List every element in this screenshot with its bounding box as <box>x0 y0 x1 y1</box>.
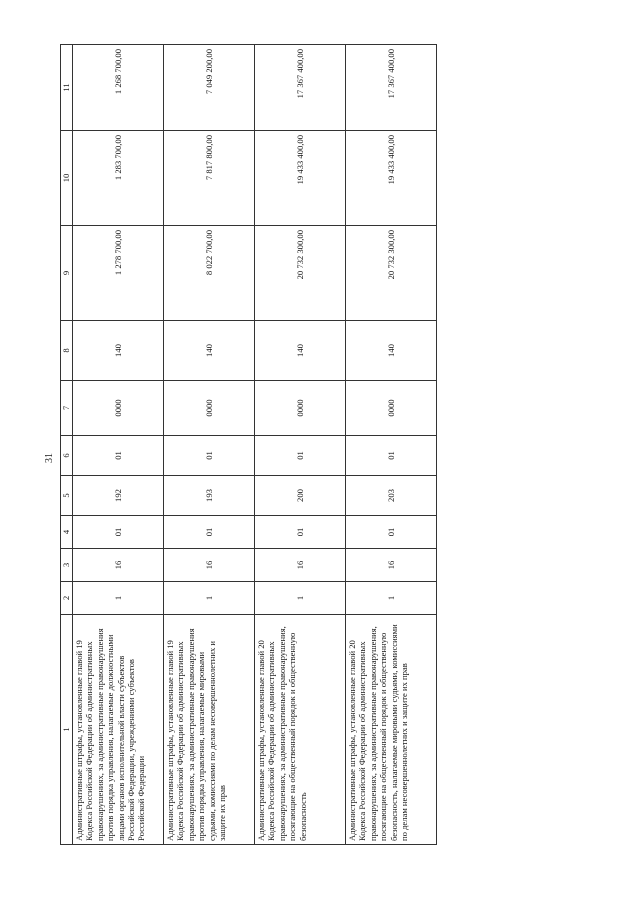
code-cell: 16 <box>255 549 346 582</box>
code-cell: 140 <box>73 321 164 381</box>
code-cell: 200 <box>255 476 346 516</box>
code-cell: 1 <box>164 582 255 615</box>
code-cell: 16 <box>346 549 437 582</box>
code-cell: 01 <box>73 516 164 549</box>
amount-cell: 17 367 400,00 <box>255 45 346 131</box>
header-cell: 4 <box>61 516 73 549</box>
code-cell: 1 <box>346 582 437 615</box>
rotated-page-content <box>60 45 460 845</box>
header-row <box>61 45 73 845</box>
header-cell: 8 <box>61 321 73 381</box>
amount-cell: 1 283 700,00 <box>73 131 164 226</box>
header-cell: 5 <box>61 476 73 516</box>
code-cell: 01 <box>346 516 437 549</box>
code-cell: 01 <box>346 436 437 476</box>
code-cell: 193 <box>164 476 255 516</box>
table-row <box>346 45 437 845</box>
code-cell: 203 <box>346 476 437 516</box>
description-cell: Административные штрафы, установленные главой 19 Кодекса Российской Федерации об административных правонарушениях, за административные правонарушения против порядка управления, налагаемые должностными лицами органов исполнительной власти субъектов Российской Федерации, учреждениями субъектов Российской Федерации <box>73 615 164 845</box>
header-cell: 9 <box>61 226 73 321</box>
code-cell: 01 <box>164 436 255 476</box>
code-cell: 0000 <box>73 381 164 436</box>
code-cell: 01 <box>255 436 346 476</box>
code-cell: 192 <box>73 476 164 516</box>
code-cell: 16 <box>73 549 164 582</box>
code-cell: 140 <box>255 321 346 381</box>
table-container <box>60 45 460 845</box>
amount-cell: 7 817 800,00 <box>164 131 255 226</box>
amount-cell: 20 732 300,00 <box>255 226 346 321</box>
amount-cell: 20 732 300,00 <box>346 226 437 321</box>
amount-cell: 19 433 400,00 <box>255 131 346 226</box>
table-row <box>255 45 346 845</box>
header-cell: 11 <box>61 45 73 131</box>
header-cell: 2 <box>61 582 73 615</box>
table-row <box>164 45 255 845</box>
code-cell: 01 <box>73 436 164 476</box>
code-cell: 1 <box>73 582 164 615</box>
code-cell: 140 <box>346 321 437 381</box>
header-cell: 1 <box>61 615 73 845</box>
header-cell: 10 <box>61 131 73 226</box>
code-cell: 0000 <box>164 381 255 436</box>
description-cell: Административные штрафы, установленные главой 20 Кодекса Российской Федерации об административных правонарушениях, за административные правонарушения, посягающие на общественный порядок и общественную безопасность, налагаемые мировыми судьями, комиссиями по делам несовершеннолетних и защите их прав <box>346 615 437 845</box>
table-row <box>73 45 164 845</box>
code-cell: 0000 <box>346 381 437 436</box>
header-cell: 7 <box>61 381 73 436</box>
code-cell: 01 <box>255 516 346 549</box>
description-cell: Административные штрафы, установленные главой 19 Кодекса Российской Федерации об административных правонарушениях, за административные правонарушения против порядка управления, налагаемые мировыми судьями, комиссиями по делам несовершеннолетних и защите их прав <box>164 615 255 845</box>
page-number: 31 <box>44 453 55 463</box>
code-cell: 01 <box>164 516 255 549</box>
code-cell: 1 <box>255 582 346 615</box>
amount-cell: 8 022 700,00 <box>164 226 255 321</box>
revenue-table <box>60 44 437 845</box>
code-cell: 0000 <box>255 381 346 436</box>
code-cell: 16 <box>164 549 255 582</box>
amount-cell: 17 367 400,00 <box>346 45 437 131</box>
description-cell: Административные штрафы, установленные главой 20 Кодекса Российской Федерации об административных правонарушениях, за административные правонарушения, посягающие на общественный порядок и общественную безопасность <box>255 615 346 845</box>
amount-cell: 1 278 700,00 <box>73 226 164 321</box>
header-cell: 6 <box>61 436 73 476</box>
amount-cell: 7 049 200,00 <box>164 45 255 131</box>
amount-cell: 1 268 700,00 <box>73 45 164 131</box>
amount-cell: 19 433 400,00 <box>346 131 437 226</box>
header-cell: 3 <box>61 549 73 582</box>
code-cell: 140 <box>164 321 255 381</box>
